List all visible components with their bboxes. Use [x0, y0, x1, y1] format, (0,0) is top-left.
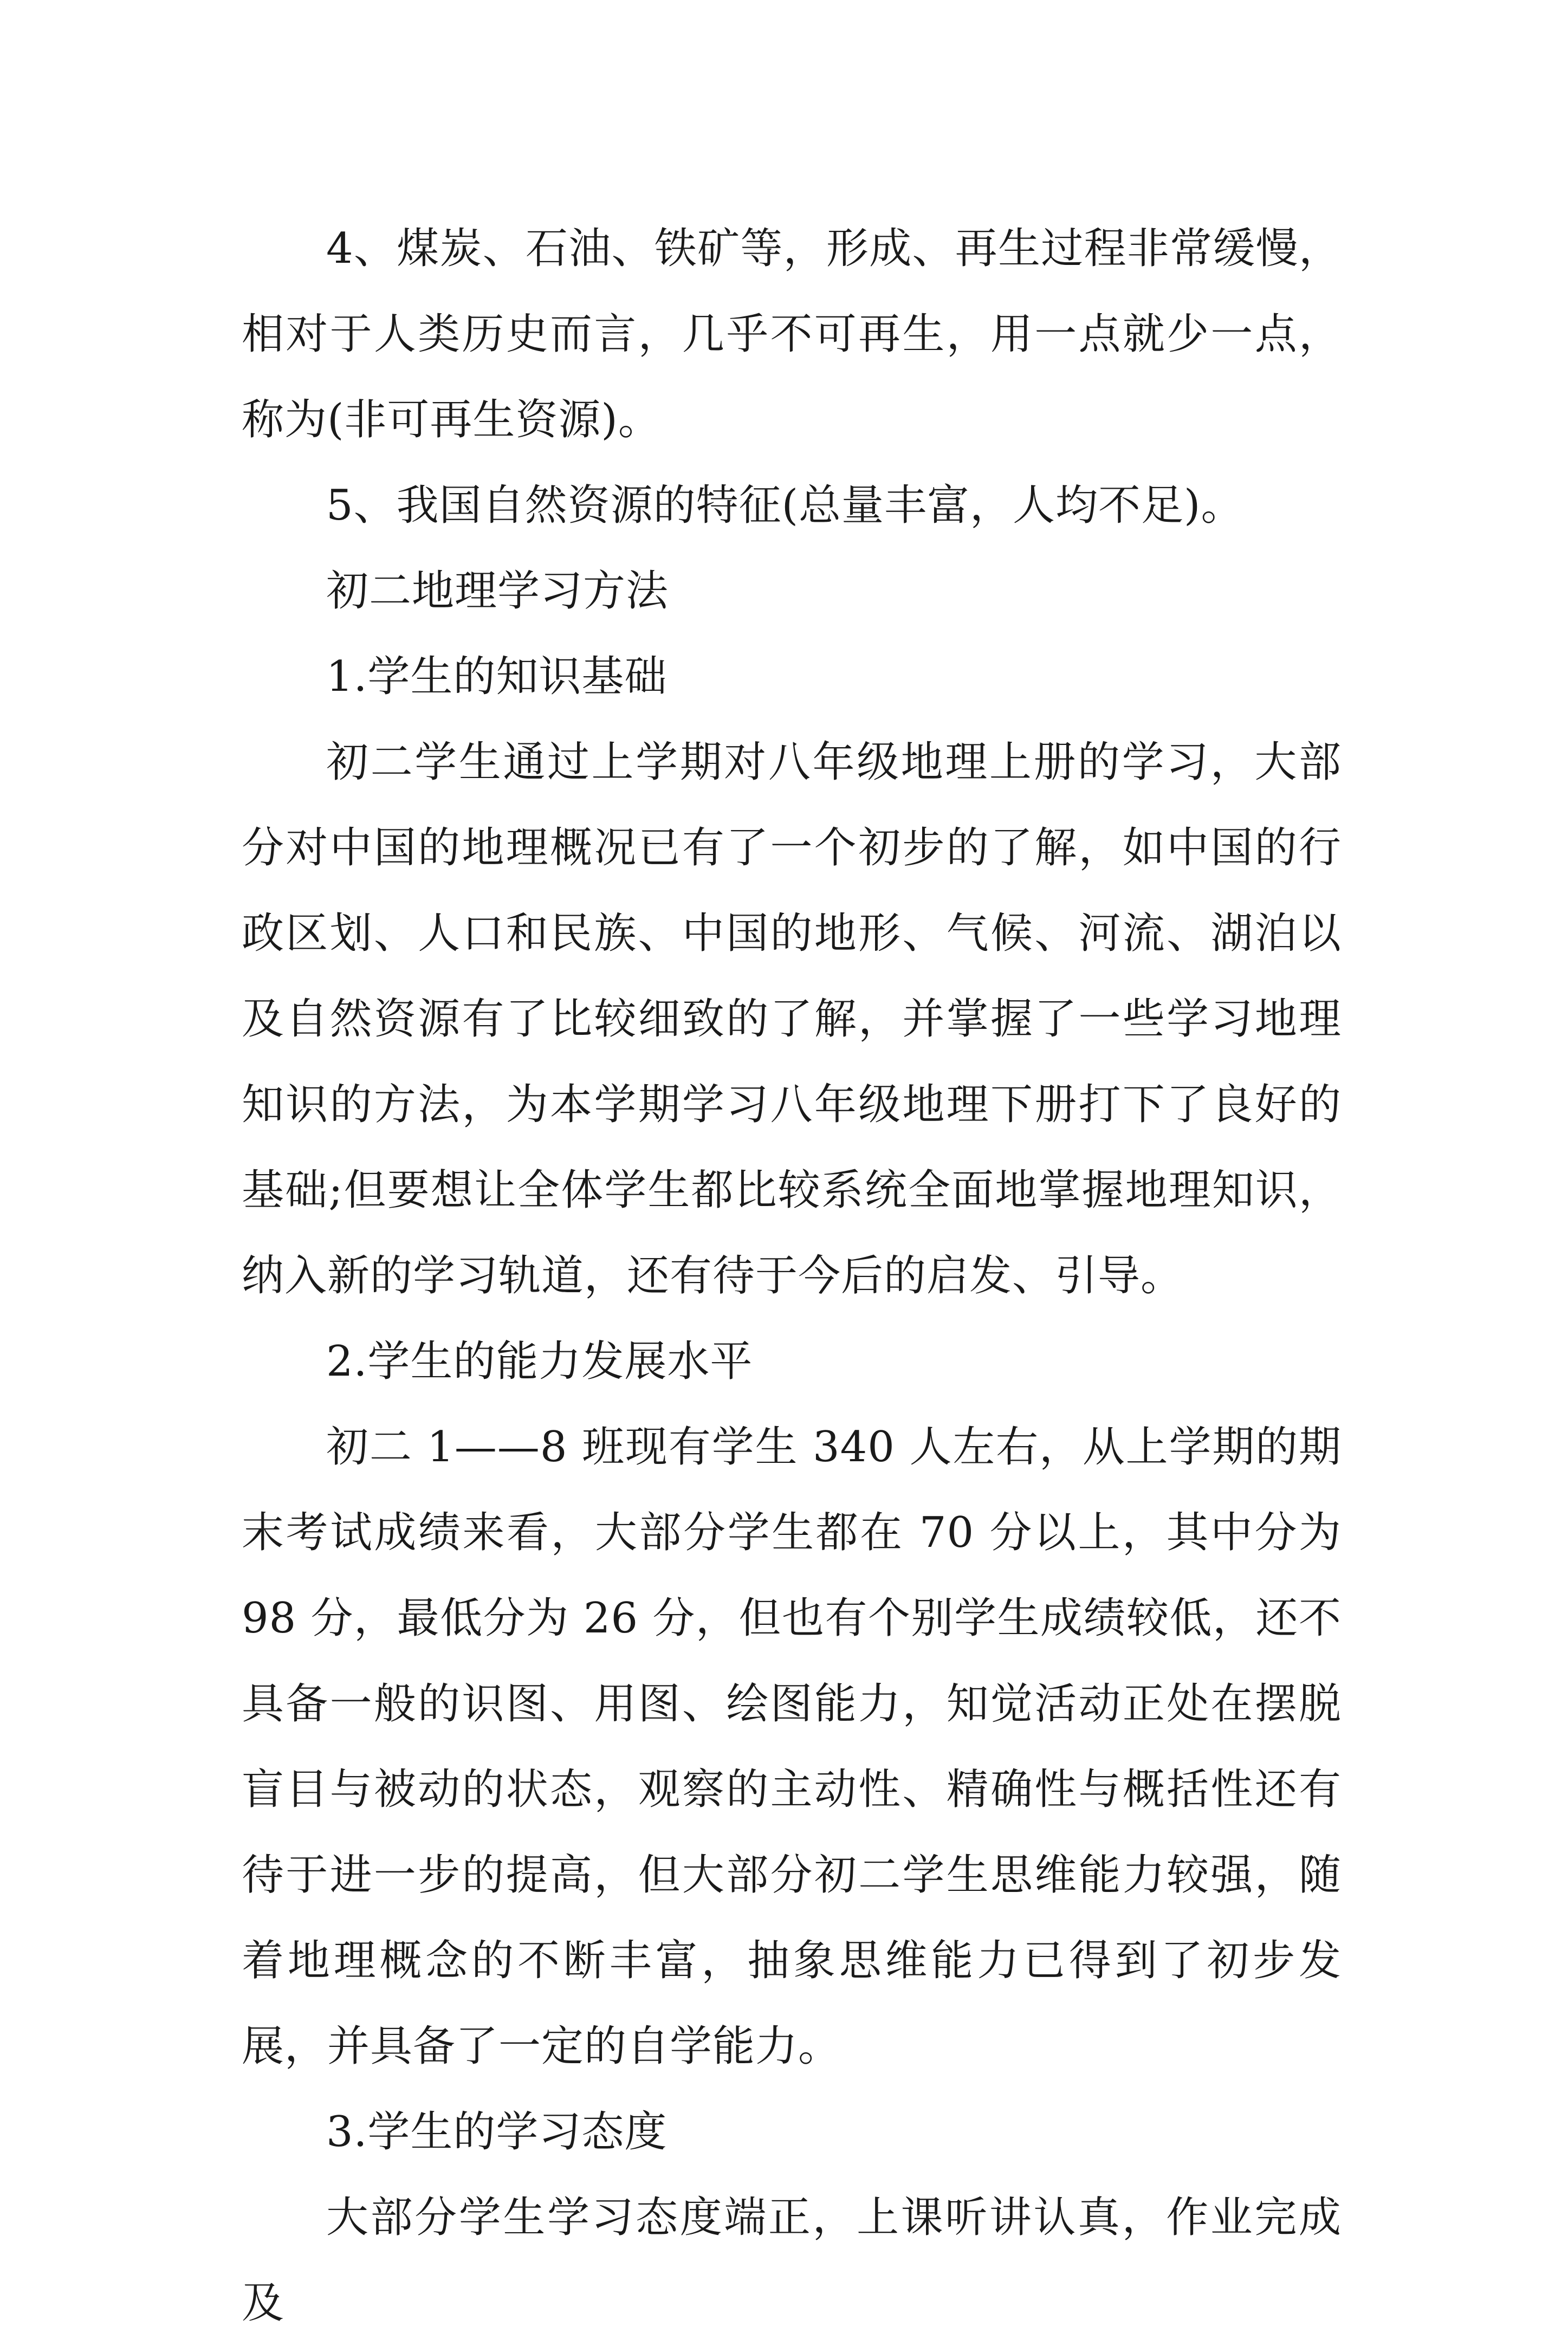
section-heading-study-methods: 初二地理学习方法	[326, 567, 669, 615]
paragraph-ability-level: 初二 1——8 班现有学生 340 人左右，从上学期的期末考试成绩来看，大部分学生都在 70 分以上，其中分为 98 分，最低分为 26 分，但也有个别学生成绩较低，还不具备一般的识图、用图、绘图能力，知觉活动正处在摆脱盲目与被动的状态，观察的主动性、精确性与概括性还有待于进一步的提高，但大部分初二学生思维能力较强，随着地理概念的不断丰富，抽象思维能力已得到了初步发展，并具备了一定的自学能力。	[242, 1423, 1342, 2071]
paragraph-learning-attitude: 大部分学生学习态度端正，上课听讲认真，作业完成及	[242, 2193, 1342, 2328]
paragraph-knowledge-base: 初二学生通过上学期对八年级地理上册的学习，大部分对中国的地理概况已有了一个初步的了解，如中国的行政区划、人口和民族、中国的地形、气候、河流、湖泊以及自然资源有了比较细致的了解，并掌握了一些学习地理知识的方法，为本学期学习八年级地理下册打下了良好的基础;但要想让全体学生都比较系统全面地掌握地理知识，纳入新的学习轨道，还有待于今后的启发、引导。	[242, 738, 1342, 1300]
document-page	[242, 206, 1342, 2346]
paragraph-nonrenewable-resources: 4、煤炭、石油、铁矿等，形成、再生过程非常缓慢，相对于人类历史而言，几乎不可再生，用一点就少一点，称为(非可再生资源)。	[242, 224, 1342, 444]
subheading-learning-attitude: 3.学生的学习态度	[326, 2108, 668, 2156]
subheading-knowledge-base: 1.学生的知识基础	[326, 652, 668, 701]
paragraph-resource-features: 5、我国自然资源的特征(总量丰富，人均不足)。	[326, 481, 1244, 530]
subheading-ability-level: 2.学生的能力发展水平	[326, 1337, 753, 1386]
